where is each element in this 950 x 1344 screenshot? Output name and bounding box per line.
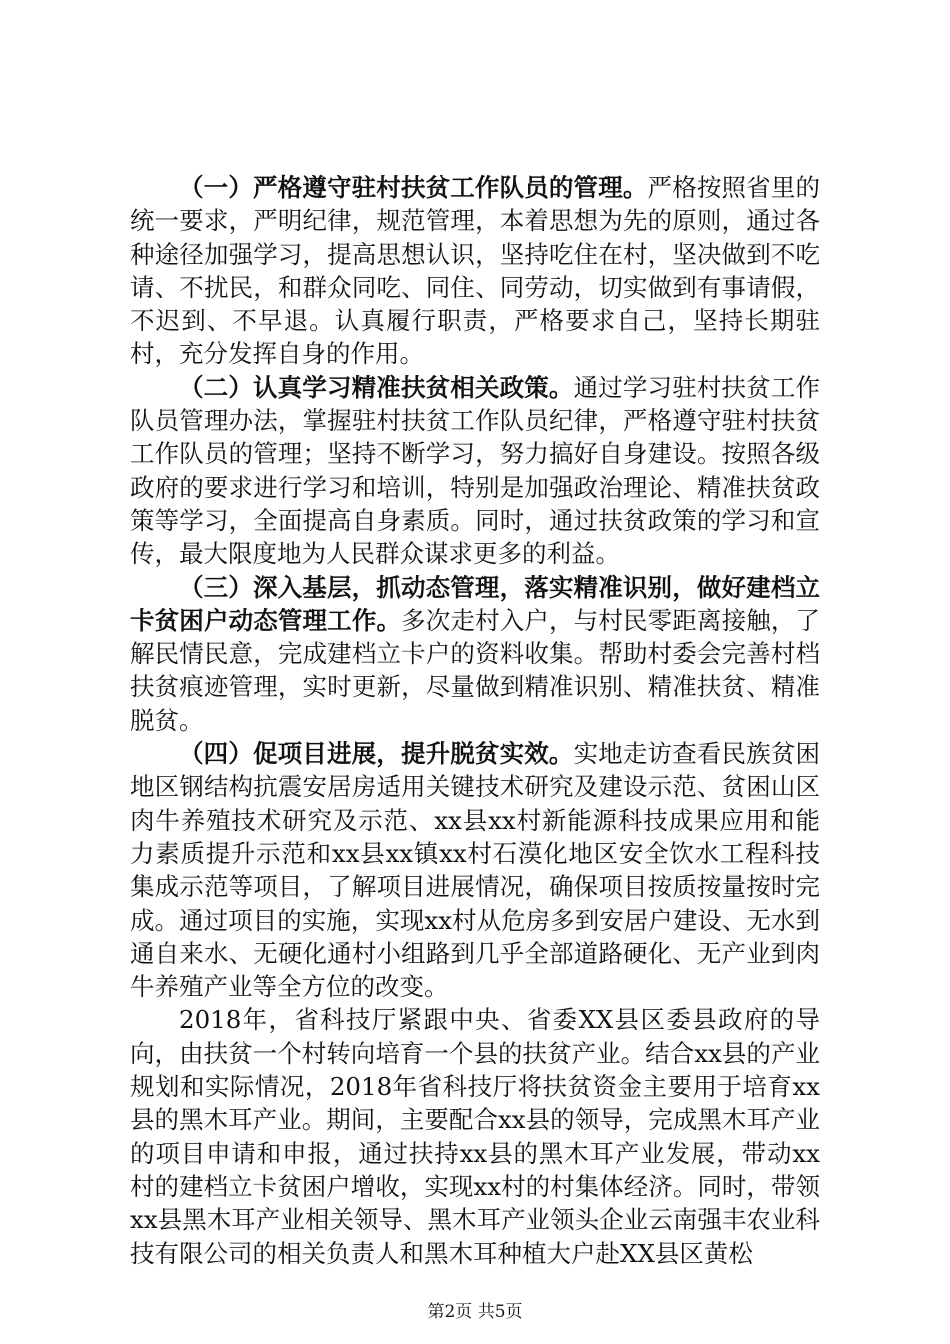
- paragraph-4: [130, 737, 820, 1003]
- paragraph-3: [130, 571, 820, 737]
- paragraph-3-text: 多次走村入户，与村民零距离接触，了解民情民意，完成建档立卡户的资料收集。帮助村委会完善村档扶贫痕迹管理，实时更新，尽量做到精准识别、精准扶贫、精准脱贫。: [130, 605, 821, 735]
- paragraph-5-text: 2018年，省科技厅紧跟中央、省委XX县区委县政府的导向，由扶贫一个村转向培育一个县的扶贫产业。结合xx县的产业规划和实际情况，2018年省科技厅将扶贫资金主要用于培育xx县的黑木耳产业。期间，主要配合xx县的领导，完成黑木耳产业的项目申请和申报，通过扶持xx县的黑木耳产业发展，带动xx村的建档立卡贫困户增收，实现xx村的村集体经济。同时，带领xx县黑木耳产业相关领导、黑木耳产业领头企业云南强丰农业科技有限公司的相关负责人和黑木耳种植大户赴XX县区黄松: [130, 1005, 820, 1268]
- paragraph-5: [130, 1003, 820, 1269]
- paragraph-2-heading: （二）认真学习精准扶贫相关政策。: [179, 372, 574, 402]
- paragraph-1-heading: （一）严格遵守驻村扶贫工作队员的管理。: [179, 173, 648, 202]
- paragraph-4-heading: （四）促项目进展，提升脱贫实效。: [179, 739, 574, 769]
- document-body: [130, 171, 820, 1270]
- paragraph-4-text: 实地走访查看民族贫困地区钢结构抗震安居房适用关键技术研究及建设示范、贫困山区肉牛养殖技术研究及示范、xx县xx村新能源科技成果应用和能力素质提升示范和xx县xx镇xx村石漠化地区安全饮水工程科技集成示范等项目，了解项目进展情况，确保项目按质按量按时完成。通过项目的实施，实现xx村从危房多到安居户建设、无水到通自来水、无硬化通村小组路到几乎全部道路硬化、无产业到肉牛养殖产业等全方位的改变。: [130, 739, 821, 1002]
- paragraph-2: [130, 371, 820, 571]
- paragraph-3-heading: （三）深入基层，抓动态管理，落实精准识别，做好建档立卡贫困户动态管理工作。: [130, 572, 820, 635]
- paragraph-2-text: 通过学习驻村扶贫工作队员管理办法，掌握驻村扶贫工作队员纪律，严格遵守驻村扶贫工作队员的管理；坚持不断学习，努力搞好自身建设。按照各级政府的要求进行学习和培训，特别是加强政治理论、精准扶贫政策等学习，全面提高自身素质。同时，通过扶贫政策的学习和宣传，最大限度地为人民群众谋求更多的利益。: [130, 372, 821, 569]
- paragraph-1: [130, 171, 820, 371]
- paragraph-1-text: 严格按照省里的统一要求，严明纪律，规范管理，本着思想为先的原则，通过各种途径加强学习，提高思想认识，坚持吃住在村，坚决做到不吃请、不扰民，和群众同吃、同住、同劳动，切实做到有事请假，不迟到、不早退。认真履行职责，严格要求自己，坚持长期驻村，充分发挥自身的作用。: [130, 173, 821, 369]
- page-footer: 第2页 共5页: [427, 1302, 523, 1322]
